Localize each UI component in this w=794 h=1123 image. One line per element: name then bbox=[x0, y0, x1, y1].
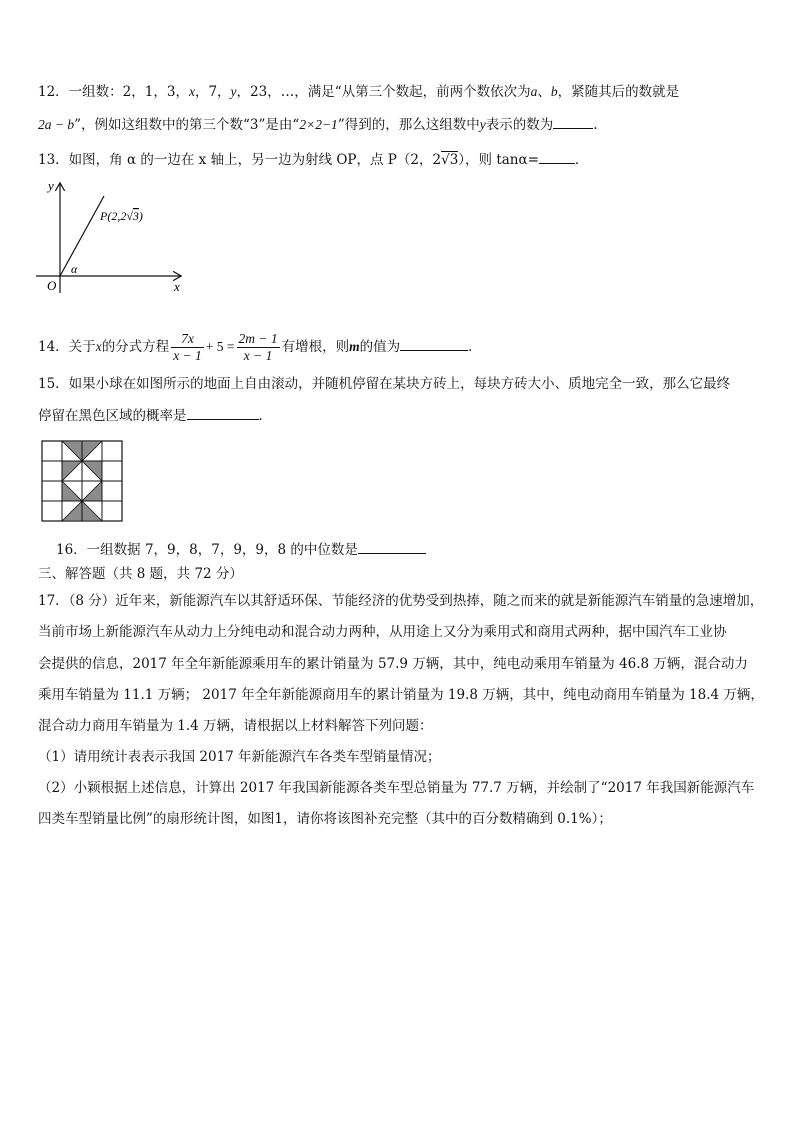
question-14: 14．关于x的分式方程 $\frac{7x}{x - 1}$ + 5 = $\frac{2m - 1}{x - 1}$ 有增根，则m的值为 ． bbox=[38, 331, 482, 363]
y-axis-label: y bbox=[48, 178, 54, 193]
ray-op bbox=[60, 196, 104, 276]
question-17-line-2: 当前市场上新能源汽车从动力上分纯电动和混合动力两种，从用途上又分为乘用式和商用式两种，据中国汽车工业协 bbox=[38, 624, 727, 640]
point-p-label: P(2,2√3) bbox=[100, 209, 143, 223]
question-17-line-5: 混合动力商用车销量为 1.4 万辆，请根据以上材料解答下列问题： bbox=[38, 718, 433, 734]
fraction-2m-1-over-x-1: $\frac{2m - 1}{x - 1}$ bbox=[238, 331, 278, 363]
answer-blank-14 bbox=[400, 336, 468, 351]
question-16: 16．一组数据 7，9，8，7，9，9，8 的中位数是 bbox=[56, 539, 426, 560]
answer-blank-12 bbox=[553, 114, 593, 129]
question-15-line-1: 15．如果小球在如图所示的地面上自由滚动，并随机停留在某块方砖上，每块方砖大小、质地完全一致，那么它最终 bbox=[38, 376, 731, 392]
sqrt-symbol: √3 bbox=[441, 152, 459, 168]
section-heading: 三、解答题（共 8 题，共 72 分） bbox=[38, 566, 243, 582]
question-17-part-2-line-1: （2）小颖根据上述信息，计算出 2017 年我国新能源各类车型总销量为 77.7 万辆，并绘制了“2017 年我国新能源汽车 bbox=[38, 780, 755, 796]
question-17-line-4: 乘用车销量为 11.1 万辆； 2017 年全年新能源商用车的累计销量为 19.8 万辆，其中，纯电动商用车销量为 18.4 万辆， bbox=[38, 687, 764, 703]
question-17-part-2-line-2: 四类车型销量比例”的扇形统计图，如图1，请你将该图补充完整（其中的百分数精确到 0.1%）； bbox=[38, 811, 612, 827]
question-15-line-2: 停留在黑色区域的概率是 ． bbox=[38, 405, 272, 426]
question-17-line-1: 17．（8 分）近年来，新能源汽车以其舒适环保、节能经济的优势受到热捧，随之而来的就是新能源汽车销量的急速增加， bbox=[38, 593, 764, 609]
question-12-line-2: 2a − b”，例如这组数中的第三个数“3”是由“2×2−1”得到的，那么这组数中y表示的数为 . bbox=[38, 114, 598, 135]
figure-15-tile-grid bbox=[41, 440, 123, 522]
origin-label: O bbox=[47, 278, 57, 293]
question-12-line-1: 12．一组数：2，1，3，x，7，y，23，…，满足“从第三个数起，前两个数依次为a、b，紧随其后的数就是 bbox=[38, 84, 680, 100]
answer-blank-16 bbox=[358, 539, 426, 554]
question-13: 13．如图，角 α 的一边在 x 轴上，另一边为射线 OP，点 P（2，2√3），则 tanα= ． bbox=[38, 149, 588, 170]
figure-13-angle-diagram bbox=[30, 178, 190, 298]
question-17-line-3: 会提供的信息，2017 年全年新能源乘用车的累计销量为 57.9 万辆，其中，纯电动乘用车销量为 46.8 万辆，混合动力 bbox=[38, 656, 748, 672]
fraction-7x-over-x-1: $\frac{7x}{x - 1}$ bbox=[173, 331, 202, 363]
answer-blank-13 bbox=[539, 149, 575, 164]
answer-blank-15 bbox=[187, 405, 259, 420]
alpha-label: α bbox=[71, 262, 78, 276]
x-axis-label: x bbox=[174, 279, 180, 294]
question-17-part-1: （1）请用统计表表示我国 2017 年新能源汽车各类车型销量情况； bbox=[38, 749, 441, 765]
